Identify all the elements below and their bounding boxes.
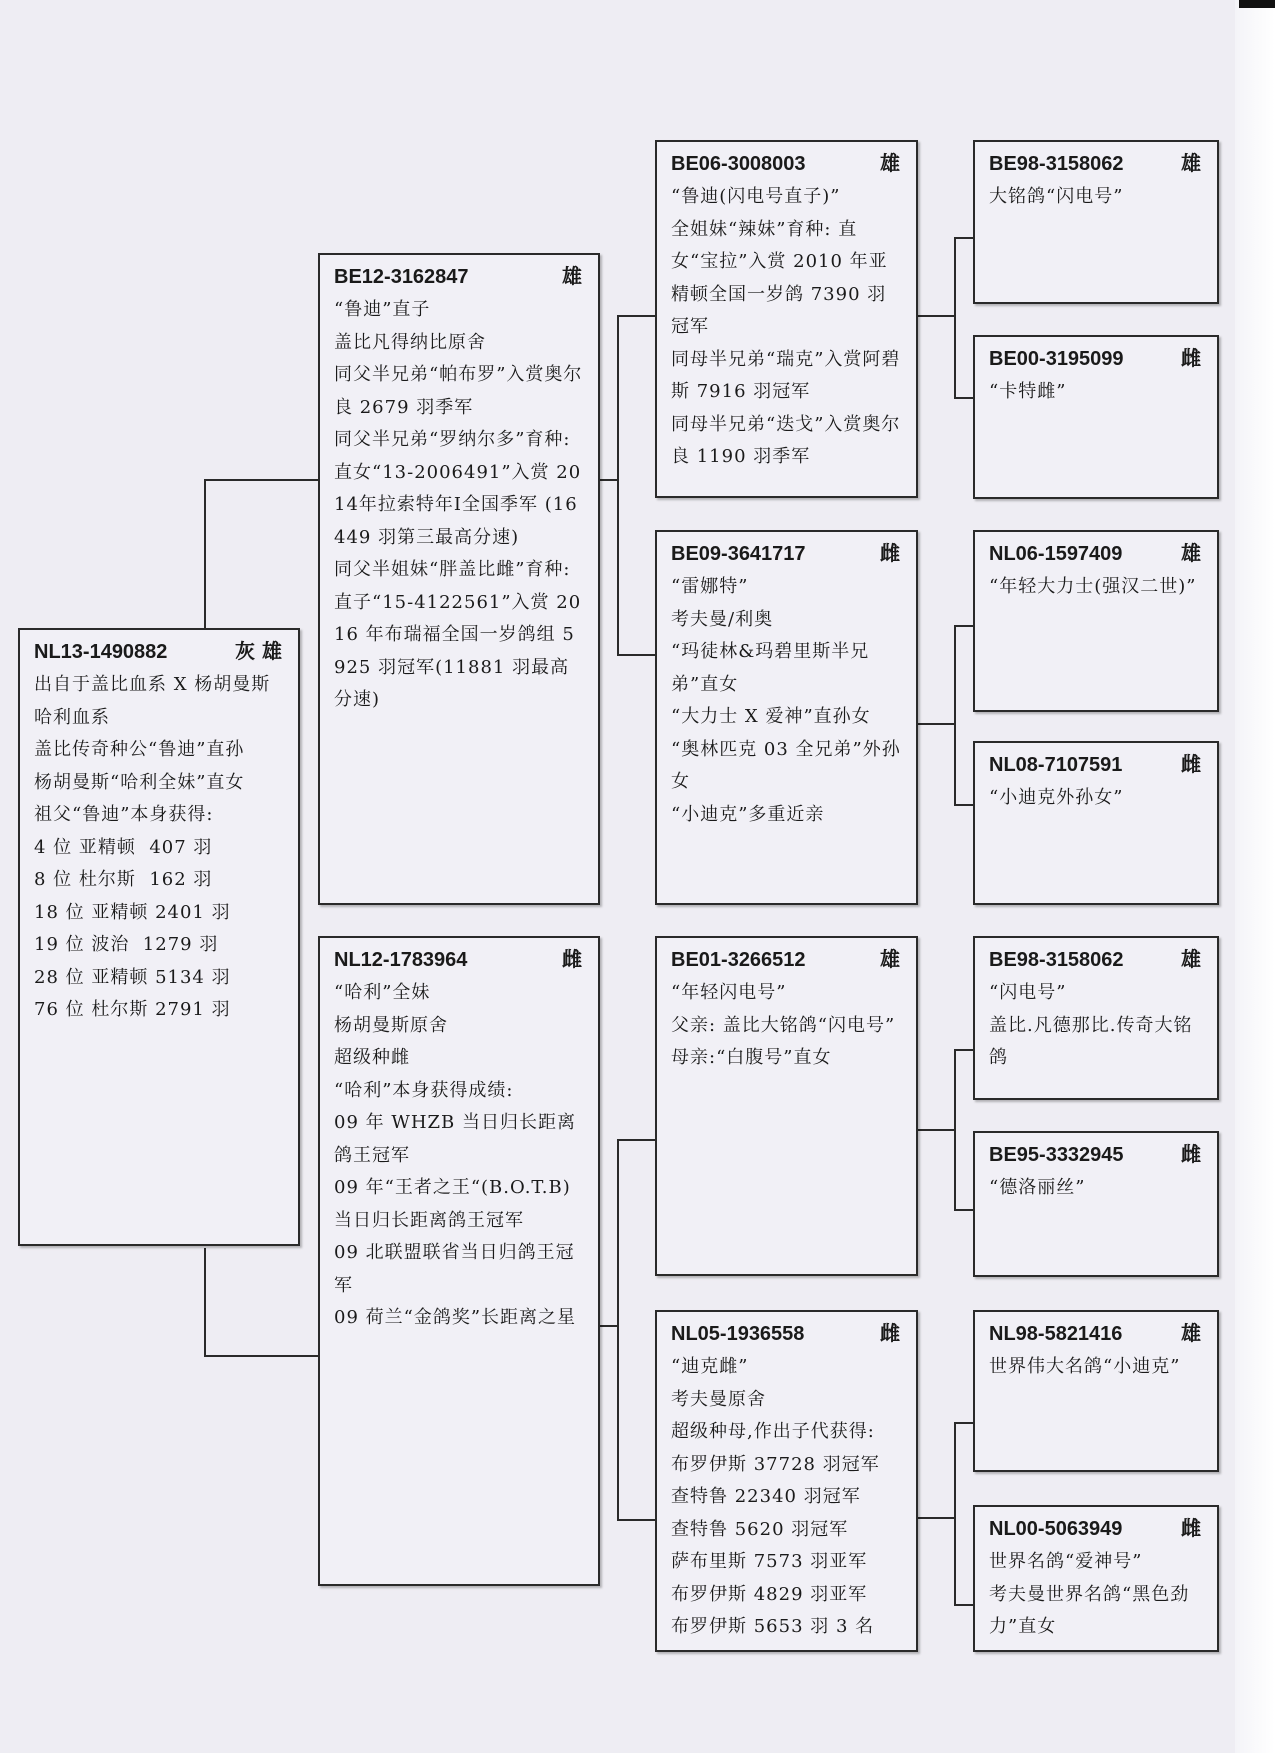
ring-number: NL98-5821416 <box>989 1323 1123 1345</box>
pedigree-card-sds <box>973 530 1219 712</box>
connector-dd <box>918 1423 973 1605</box>
card-line: 09 年“王者之王“(B.O.T.B)当日归长距离鸽王冠军 <box>334 1177 571 1231</box>
pedigree-card-sire-sire <box>655 140 918 498</box>
ring-number: NL08-7107591 <box>989 754 1123 776</box>
card-line: 同母半兄弟“瑞克”入赏阿碧斯 7916 羽冠军 <box>671 348 901 402</box>
sex-label: 雄 <box>880 151 900 175</box>
card-line: 同父半兄弟“罗纳尔多”育种: 直女“13-2006491”入赏 2014年拉索特年I全国季军 (16449 羽第三最高分速) <box>334 429 582 548</box>
card-line: 8 位 杜尔斯 162 羽 <box>34 869 213 890</box>
card-line: 世界名鸽“爱神号” <box>989 1551 1143 1572</box>
ring-number: BE09-3641717 <box>671 543 806 565</box>
sex-label: 雄 <box>1181 151 1201 175</box>
card-line: “哈利”全妹 <box>334 982 431 1003</box>
card-line: 19 位 波治 1279 羽 <box>34 934 219 955</box>
connector-dam <box>600 1140 655 1520</box>
pedigree-card-dss <box>973 936 1219 1100</box>
connector-sd <box>918 626 973 805</box>
card-line: 布罗伊斯 37728 羽冠军 <box>671 1453 880 1475</box>
connector-ss <box>918 238 973 398</box>
card-line: “雷娜特” <box>671 576 749 597</box>
card-line: 盖比凡得纳比原舍 <box>334 331 486 353</box>
sex-label: 雌 <box>1181 1142 1201 1166</box>
pedigree-card-subject <box>18 628 300 1246</box>
ring-number: BE98-3158062 <box>989 949 1124 971</box>
pedigree-card-dds <box>973 1310 1219 1472</box>
card-line: “玛徒林&玛碧里斯半兄弟”直女 <box>671 641 870 695</box>
ring-number: BE12-3162847 <box>334 266 469 288</box>
card-line: “德洛丽丝” <box>989 1177 1086 1198</box>
card-line: 查特鲁 22340 羽冠军 <box>671 1486 861 1507</box>
card-line: “大力士 X 爱神”直孙女 <box>671 706 871 727</box>
card-line: 考夫曼原舍 <box>671 1388 766 1410</box>
card-line: 考夫曼世界名鸽“黑色劲力”直女 <box>989 1583 1190 1637</box>
card-line: “鲁迪(闪电号直子)” <box>671 186 841 207</box>
card-line: “小迪克”多重近亲 <box>671 803 825 825</box>
ring-number: BE98-3158062 <box>989 153 1124 175</box>
card-line: 父亲: 盖比大铭鸽“闪电号” <box>671 1014 896 1036</box>
sex-label: 雄 <box>1181 947 1201 971</box>
card-line: “奥林匹克 03 全兄弟”外孙女 <box>671 738 901 792</box>
pedigree-card-sire <box>318 253 600 905</box>
card-line: 杨胡曼斯原舍 <box>334 1014 448 1036</box>
card-line: “年轻闪电号” <box>671 982 787 1003</box>
card-line: 同母半兄弟“迭戈”入赏奥尔良 1190 羽季军 <box>671 413 901 467</box>
card-line: 考夫曼/利奥 <box>671 608 774 630</box>
card-line: 布罗伊斯 5653 羽 3 名 <box>671 1616 875 1637</box>
card-line: 出自于盖比血系 X 杨胡曼斯 <box>34 674 271 695</box>
card-line: “卡特雌” <box>989 381 1067 402</box>
card-line: 哈利血系 <box>34 706 110 728</box>
ring-number: NL13-1490882 <box>34 641 168 663</box>
ring-number: NL12-1783964 <box>334 949 468 971</box>
card-line: “迪克雌” <box>671 1356 749 1377</box>
ring-number: NL00-5063949 <box>989 1518 1123 1540</box>
ring-number: BE01-3266512 <box>671 949 806 971</box>
card-line: 同父半姐妹“胖盖比雌”育种: 直子“15-4122561”入赏 2016 年布瑞福全国一岁鸽组 5925 羽冠军(11881 羽最高分速) <box>334 559 582 710</box>
pedigree-card-dam-sire <box>655 936 918 1276</box>
sex-label: 雄 <box>880 947 900 971</box>
sex-label: 雄 <box>562 264 582 288</box>
connector-sire <box>600 316 655 655</box>
pedigree-card-sire-dam <box>655 530 918 905</box>
card-line: 母亲:“白腹号”直女 <box>671 1047 832 1068</box>
card-line: “小迪克外孙女” <box>989 787 1124 808</box>
sex-label: 雌 <box>562 947 582 971</box>
pedigree-card-sdd <box>973 741 1219 905</box>
pedigree-card-sss <box>973 140 1219 304</box>
card-line: 萨布里斯 7573 羽亚军 <box>671 1551 868 1572</box>
card-line: 世界伟大名鸽“小迪克” <box>989 1356 1181 1377</box>
card-line: 盖比.凡德那比.传奇大铭鸽 <box>989 1014 1193 1068</box>
sex-label: 雌 <box>880 541 900 565</box>
pedigree-card-ssd <box>973 335 1219 499</box>
pedigree-card-dsd <box>973 1131 1219 1277</box>
sex-label: 灰 雄 <box>235 639 282 663</box>
card-line: 超级种母,作出子代获得: <box>671 1421 875 1442</box>
card-line: 76 位 杜尔斯 2791 羽 <box>34 999 231 1020</box>
ring-number: NL05-1936558 <box>671 1323 805 1345</box>
card-line: 布罗伊斯 4829 羽亚军 <box>671 1583 868 1605</box>
card-line: 同父半兄弟“帕布罗”入赏奥尔良 2679 羽季军 <box>334 364 583 418</box>
card-line: 查特鲁 5620 羽冠军 <box>671 1518 849 1540</box>
ring-number: NL06-1597409 <box>989 543 1123 565</box>
connector-ds <box>918 1050 973 1210</box>
sex-label: 雄 <box>1181 541 1201 565</box>
sex-label: 雌 <box>1181 752 1201 776</box>
pedigree-card-dam-dam <box>655 1310 918 1652</box>
card-line: 大铭鸽“闪电号” <box>989 186 1124 207</box>
card-line: 09 年 WHZB 当日归长距离鸽王冠军 <box>334 1112 577 1166</box>
pedigree-card-ddd <box>973 1505 1219 1652</box>
sex-label: 雌 <box>1181 346 1201 370</box>
card-line: 09 荷兰“金鸽奖”长距离之星 <box>334 1307 577 1328</box>
card-line: 09 北联盟联省当日归鸽王冠军 <box>334 1242 575 1296</box>
card-line: “年轻大力士(强汉二世)” <box>989 576 1197 597</box>
ring-number: BE95-3332945 <box>989 1144 1124 1166</box>
card-line: “鲁迪”直子 <box>334 299 431 320</box>
card-line: 祖父“鲁迪”本身获得: <box>34 804 214 825</box>
card-line: “哈利”本身获得成绩: <box>334 1079 514 1101</box>
ring-number: BE00-3195099 <box>989 348 1124 370</box>
card-line: 超级种雌 <box>334 1047 410 1068</box>
sex-label: 雌 <box>880 1321 900 1345</box>
ring-number: BE06-3008003 <box>671 153 806 175</box>
card-line: 28 位 亚精顿 5134 羽 <box>34 966 231 988</box>
card-line: 18 位 亚精顿 2401 羽 <box>34 901 231 923</box>
card-line: 盖比传奇种公“鲁迪”直孙 <box>34 739 245 760</box>
pedigree-card-dam <box>318 936 600 1586</box>
card-line: 4 位 亚精顿 407 羽 <box>34 836 213 858</box>
card-line: 杨胡曼斯“哈利全妹”直女 <box>34 771 245 793</box>
card-line: 全姐妹“辣妹”育种: 直女“宝拉”入赏 2010 年亚精顿全国一岁鸽 7390 羽冠军 <box>671 218 888 337</box>
sex-label: 雄 <box>1181 1321 1201 1345</box>
card-line: “闪电号” <box>989 982 1067 1003</box>
sex-label: 雌 <box>1181 1516 1201 1540</box>
